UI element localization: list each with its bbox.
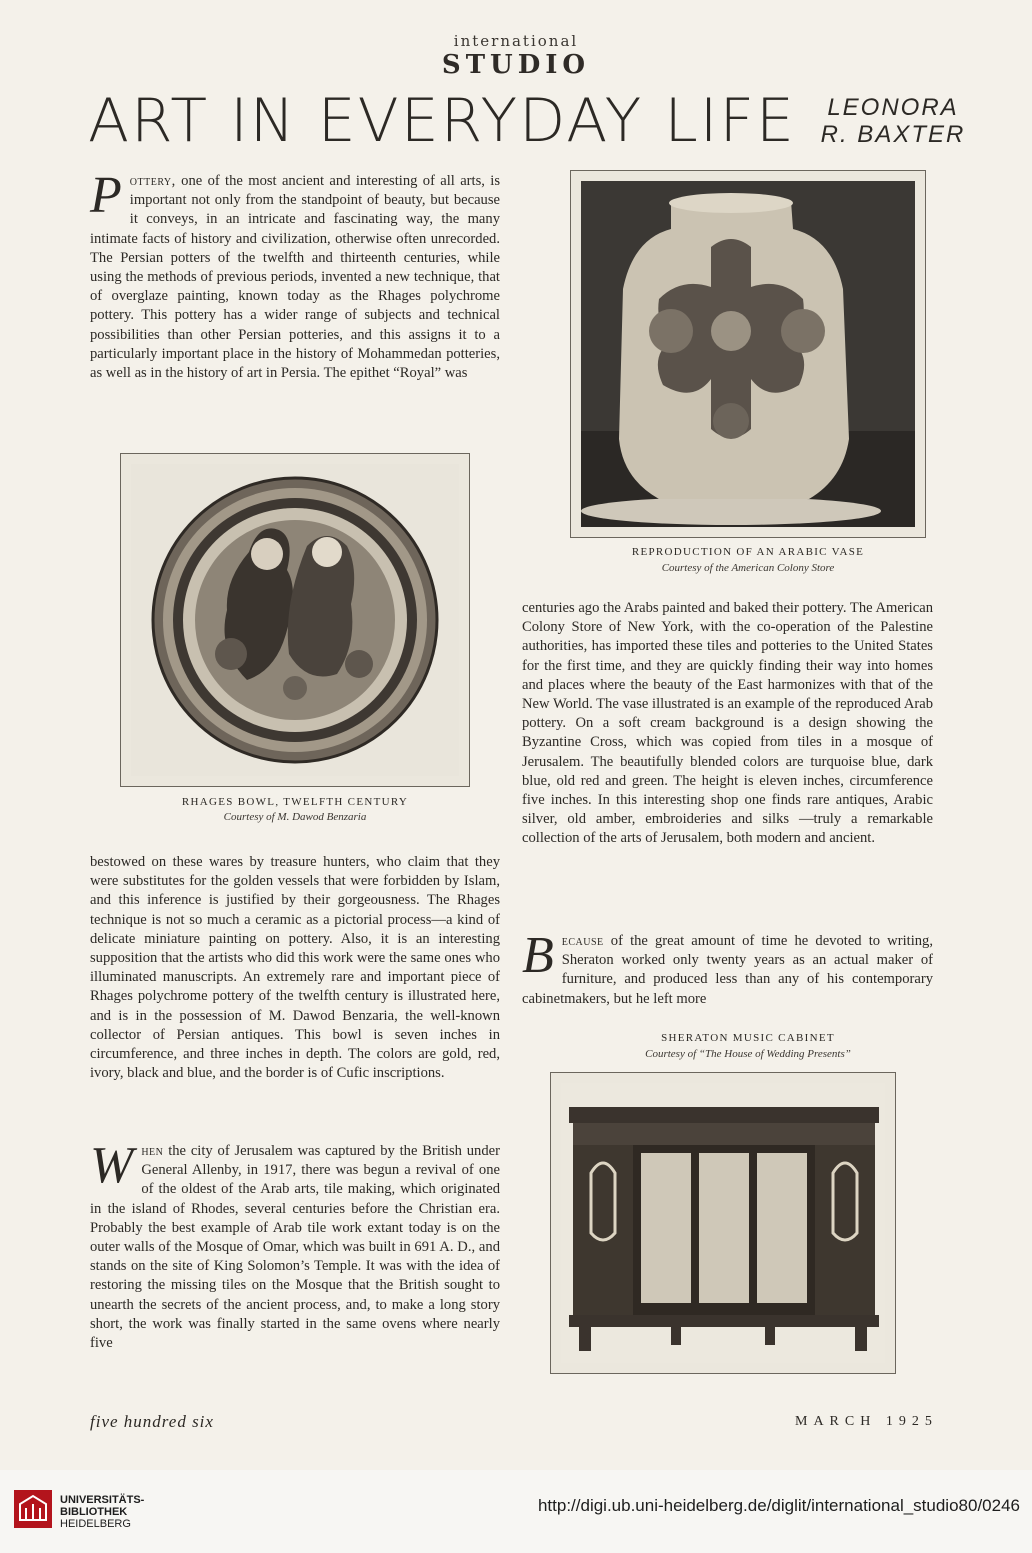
paragraph-jerusalem-tiles <box>90 1137 500 1353</box>
figure-rhages-bowl <box>120 453 470 787</box>
university-library-logo-icon <box>14 1490 52 1528</box>
masthead-studio-logo: STUDIO <box>441 50 591 80</box>
library-name <box>60 1494 144 1530</box>
cabinet-caption: SHERATON MUSIC CABINET <box>661 1032 835 1044</box>
page-number-footer: five hundred six <box>90 1412 214 1431</box>
bowl-credit: Courtesy of M. Dawod Benzaria <box>223 811 367 823</box>
cabinet-credit: Courtesy of “The House of Wedding Presents” <box>645 1048 851 1060</box>
article-author <box>818 94 968 148</box>
permalink-url[interactable]: http://digi.ub.uni-heidelberg.de/diglit/international_studio80/0246 <box>537 1496 1020 1515</box>
author-first-name: LEONORA <box>827 94 959 121</box>
vase-caption: REPRODUCTION OF AN ARABIC VASE <box>631 546 865 558</box>
smallcaps-lead: hen <box>141 1143 164 1159</box>
paragraph-pottery-intro <box>90 167 500 383</box>
author-last-name: R. BAXTER <box>820 121 966 148</box>
article-title: ART IN EVERYDAY LIFE <box>88 86 796 156</box>
vase-credit: Courtesy of the American Colony Store <box>661 562 835 574</box>
dropcap-p: P <box>90 167 122 224</box>
smallcaps-lead: ottery, <box>129 173 176 189</box>
library-name-line3: HEIDELBERG <box>60 1518 131 1530</box>
library-name-line2: BIBLIOTHEK <box>60 1506 128 1518</box>
paragraph-rhages-technique: bestowed on these wares by treasure hunters, who claim that they were substitutes for the golden vessels that were forbidden by Islam, and this inference is justified by their gorgeousness. The Rhages technique is not so much a ceramic as a pictorial process—a kind of delicate miniature painting on pottery. Also, it is an interesting supposition that the artists who did this work were the same ones who illuminated manuscripts. An extremely rare and important piece of Rhages polychrome pottery of the twelfth century is illustrated here, and is in the possession of M. Dawod Benzaria, the well-known collector of Persian antiques. This bowl is seven inches in circumference, and three inches in depth. The colors are gold, red, ivory, black and blue, and the border is of Cufic inscriptions. <box>90 854 500 1082</box>
paragraph-text: one of the most ancient and interesting of all arts, is important not only from the standpoint of beauty, but because it conveys, in an intricate and fascinating way, the many intimate facts of history and civilization, otherwise often unrecorded. The Persian potters of the twelfth and thirteenth centuries, while using the methods of previous periods, invented a new technique, that of overglaze painting, known today as the Rhages polychrome pottery. This pottery has a wider range of subjects and technical possibilities than other Persian potteries, and this assigns it to a particularly important place in the history of Mohammedan potteries, as well as in the history of art in Persia. The epithet “Royal” was <box>90 173 500 382</box>
dropcap-w: W <box>90 1137 134 1194</box>
library-name-line1: UNIVERSITÄTS- <box>60 1494 145 1506</box>
figure-arabic-vase <box>570 170 926 538</box>
paragraph-american-colony-store: centuries ago the Arabs painted and baked their pottery. The American Colony Store of New York, with the co-operation of the Palestine authorities, has imported these tiles and potteries to the United States for the first time, and they are quickly finding their way into homes and places where the beauty of the East harmonizes with that of the New World. The vase illustrated is an example of the reproduced Arab pottery. On a soft cream background is a design showing the Byzantine Cross, which was copied from tiles in a mosque of Jerusalem. The beautifully blended colors are turquoise blue, dark blue, old red and green. The height is eleven inches, circumference five inches. In this interesting shop one finds rare antiques, Arabic silver, old amber, embroideries and silks —truly a remarkable collection of the arts of Jerusalem, both modern and ancient. <box>522 600 933 847</box>
smallcaps-lead: ecause <box>561 933 604 949</box>
figure-sheraton-cabinet <box>550 1072 896 1374</box>
rhages-bowl-illustration <box>131 464 459 776</box>
paragraph-sheraton <box>522 927 933 1009</box>
masthead-international: international <box>453 32 579 50</box>
paragraph-text: of the great amount of time he devoted to writing, Sheraton worked only twenty years as an actual maker of furniture, and produced less than any of his contemporary cabinetmakers, but he left more <box>522 933 933 1007</box>
dropcap-b: B <box>522 927 554 984</box>
arabic-vase-illustration <box>581 181 915 527</box>
sheraton-cabinet-illustration <box>561 1083 885 1363</box>
issue-date-footer: MARCH 1925 <box>795 1414 938 1429</box>
paragraph-text: the city of Jerusalem was captured by the British under General Allenby, in 1917, there was begun a revival of one of the oldest of the Arab arts, tile making, which originated in the island of Rhodes, several centuries before the Christian era. Probably the best example of Arab tile work extant today is on the outer walls of the Mosque of Omar, which was built in 691 A. D., and stands on the site of King Solomon’s Temple. It was with the idea of restoring the missing tiles on the Mosque that the British sought to unearth the secrets of the ancient process, and, to make a long story short, the work was finally started in the same ovens where nearly five <box>90 1143 500 1352</box>
bowl-caption: RHAGES BOWL, TWELFTH CENTURY <box>181 796 409 808</box>
